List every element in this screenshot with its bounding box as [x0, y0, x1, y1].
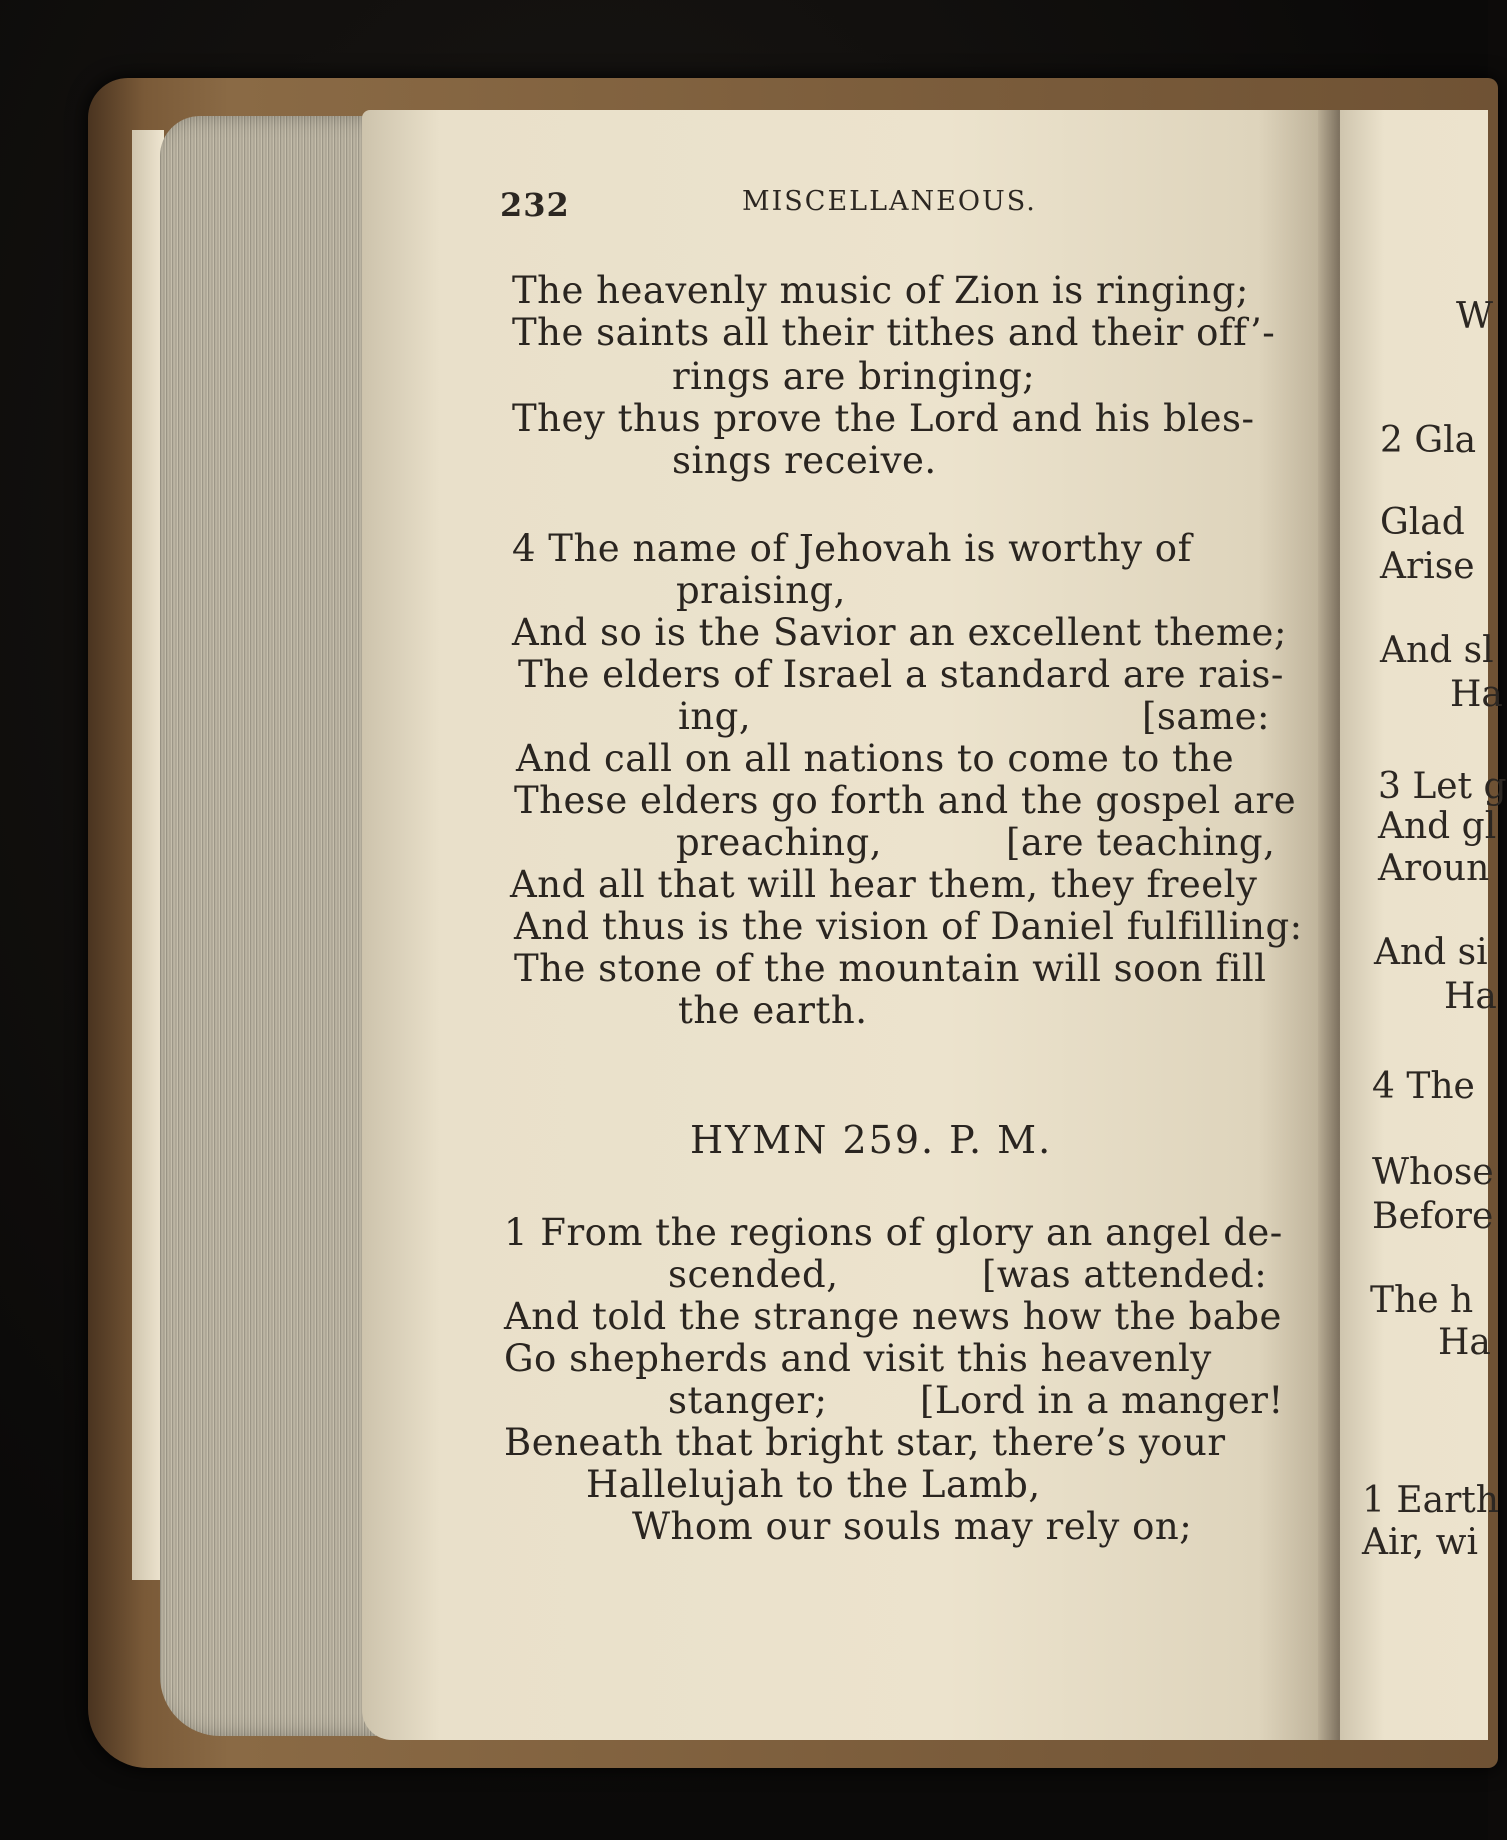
verse-line: Whom our souls may rely on;	[632, 1505, 1193, 1548]
right-page-fragment: Whose	[1372, 1152, 1494, 1193]
verse-line: stanger;	[668, 1379, 828, 1422]
verse-line: ing,	[678, 695, 752, 738]
page-number: 232	[500, 186, 570, 224]
verse-line: Beneath that bright star, there’s your	[504, 1421, 1226, 1464]
right-page-fragment: 4 The	[1372, 1066, 1475, 1107]
verse-line: rings are bringing;	[672, 355, 1036, 398]
verse-line: The stone of the mountain will soon fill	[514, 947, 1267, 990]
verse-line: Go shepherds and visit this heavenly	[504, 1337, 1212, 1380]
verse-line: [was attended:	[982, 1253, 1268, 1296]
running-head: MISCELLANEOUS.	[742, 186, 1037, 217]
verse-line: praising,	[676, 569, 846, 612]
verse-line: scended,	[668, 1253, 839, 1296]
verse-line: And thus is the vision of Daniel fulfilling:	[514, 905, 1303, 948]
verse-line: [Lord in a manger!	[920, 1379, 1284, 1422]
right-page-fragment: Before	[1372, 1196, 1494, 1237]
verse-line: These elders go forth and the gospel are	[514, 779, 1297, 822]
right-page-fragment: Glad	[1380, 502, 1465, 543]
right-page-fragment: Ha	[1450, 674, 1503, 715]
verse-line: They thus prove the Lord and his bles-	[512, 397, 1255, 440]
verse-line: [same:	[1142, 695, 1270, 738]
verse-line: The saints all their tithes and their off’-	[512, 311, 1276, 354]
right-page-fragment: The h	[1370, 1280, 1474, 1321]
verse-line: [are teaching,	[1006, 821, 1276, 864]
right-page-fragment: 1 Earth	[1362, 1480, 1499, 1521]
verse-line: And call on all nations to come to the	[516, 737, 1235, 780]
verse-line: The elders of Israel a standard are rais-	[518, 653, 1284, 696]
right-page-fragment: And sl	[1380, 630, 1494, 671]
right-page-fragment: And gl	[1378, 806, 1497, 847]
verse-line: 4 The name of Jehovah is worthy of	[512, 527, 1192, 570]
right-page-fragment: Ha	[1438, 1322, 1491, 1363]
right-page-fragment: And si	[1374, 932, 1488, 973]
verse-line: preaching,	[676, 821, 882, 864]
hymn-title: HYMN 259. P. M.	[690, 1118, 1053, 1162]
right-page-fragment: Ha	[1444, 976, 1497, 1017]
right-page-fragment: 2 Gla	[1380, 420, 1477, 461]
verse-line: sings receive.	[672, 439, 937, 482]
right-page-fragment: Aroun	[1378, 848, 1490, 889]
right-page-fragment: 3 Let g	[1378, 766, 1507, 807]
verse-line: The heavenly music of Zion is ringing;	[512, 269, 1249, 312]
right-page-fragment: W	[1456, 296, 1494, 337]
right-page-fragment: Arise	[1380, 546, 1475, 587]
verse-line: Hallelujah to the Lamb,	[586, 1463, 1041, 1506]
verse-line: And all that will hear them, they freely	[510, 863, 1258, 906]
right-page-fragment: Air, wi	[1362, 1522, 1478, 1563]
verse-line: And told the strange news how the babe	[504, 1295, 1282, 1338]
verse-line: 1 From the regions of glory an angel de-	[504, 1211, 1283, 1254]
verse-line: the earth.	[678, 989, 868, 1032]
verse-line: And so is the Savior an excellent theme;	[512, 611, 1287, 654]
